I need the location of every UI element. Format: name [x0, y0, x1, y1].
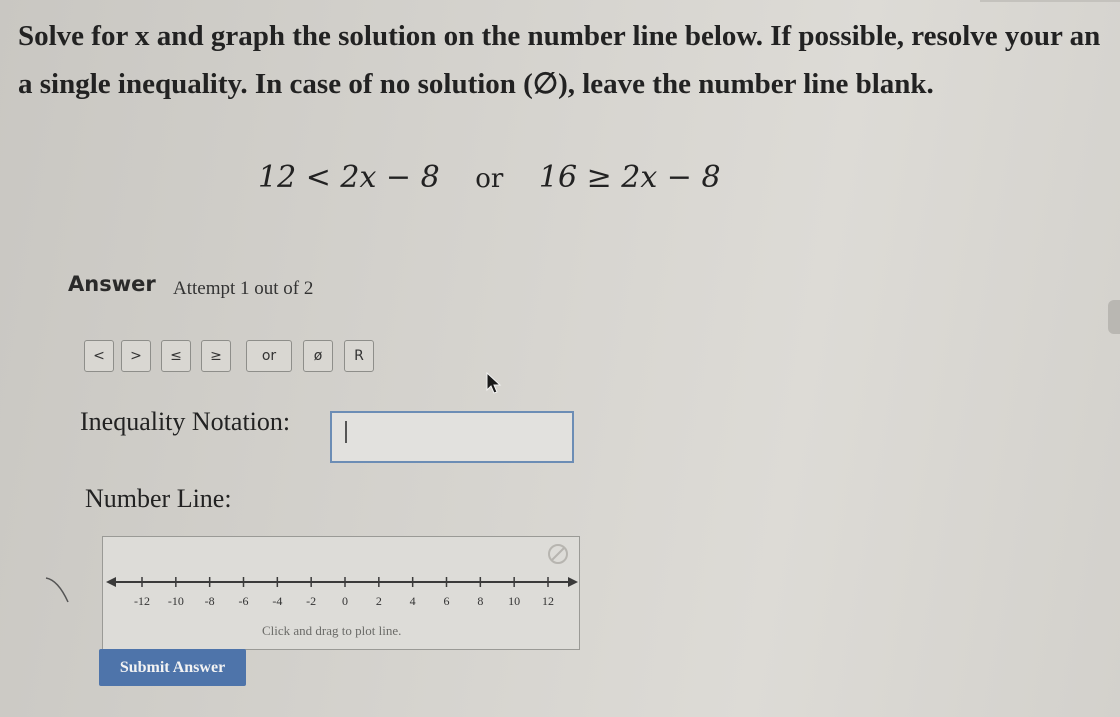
less-equal-button[interactable]: ≤ [161, 340, 191, 372]
decorative-curve [44, 572, 84, 612]
text-caret [345, 421, 347, 443]
number-line-tick-label: -10 [167, 594, 184, 608]
number-line-tick-label: 8 [477, 594, 484, 608]
number-line-tick-label: 10 [508, 594, 521, 608]
instructions-line-1: Solve for x and graph the solution on the number line below. If possible, resolve your an [18, 20, 1101, 52]
answer-heading: Answer [68, 272, 156, 296]
submit-answer-button[interactable]: Submit Answer [99, 649, 246, 686]
instructions [18, 12, 1118, 108]
attempt-counter: Attempt 1 out of 2 [173, 278, 314, 299]
greater-than-button[interactable]: > [121, 340, 151, 372]
inequality-notation-input[interactable] [330, 411, 574, 463]
number-line-tick-label: 0 [342, 594, 348, 608]
mouse-cursor-icon [486, 372, 504, 396]
greater-equal-button[interactable]: ≥ [201, 340, 231, 372]
number-line-tick-label: 6 [443, 594, 450, 608]
left-arrow-icon [106, 577, 116, 587]
number-line-tick-label: -6 [238, 594, 249, 608]
or-button[interactable]: or [246, 340, 292, 372]
problem-connector: or [475, 164, 504, 194]
empty-set-button[interactable]: ø [303, 340, 333, 372]
less-than-button[interactable]: < [84, 340, 114, 372]
number-line-tick-label: -12 [134, 594, 150, 608]
number-line-label: Number Line: [85, 484, 232, 513]
instructions-line-2: a single inequality. In case of no solution (∅), leave the number line blank. [18, 68, 934, 100]
number-line-tick-label: 2 [375, 594, 382, 608]
right-arrow-icon [568, 577, 578, 587]
problem-right-inequality: 16 ≥ 2x − 8 [538, 160, 721, 195]
inequality-notation-label: Inequality Notation: [80, 407, 291, 436]
number-line-tick-label: -4 [272, 594, 283, 608]
clear-circle-icon[interactable] [549, 545, 567, 563]
number-line-tick-label: -8 [204, 594, 215, 608]
problem-left-inequality: 12 < 2x − 8 [258, 160, 440, 195]
problem-statement [258, 160, 721, 195]
edge-scroll-handle[interactable] [1108, 300, 1120, 334]
number-line-tick-label: 12 [542, 594, 554, 608]
number-line-hint: Click and drag to plot line. [262, 623, 402, 638]
number-line-tick-label: -2 [306, 594, 317, 608]
top-divider [980, 0, 1120, 2]
number-line-tick-label: 4 [409, 594, 416, 608]
real-numbers-button[interactable]: R [344, 340, 374, 372]
